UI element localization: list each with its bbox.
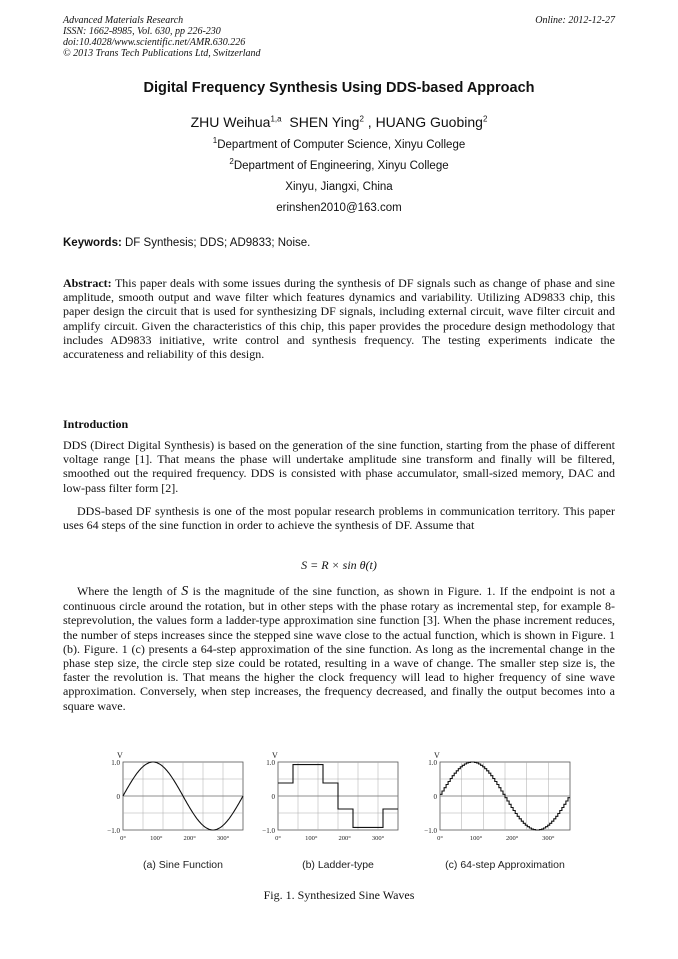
author-separator: , xyxy=(363,114,376,130)
x-tick-label: 100° xyxy=(305,835,318,842)
figure-panel-a xyxy=(103,750,253,878)
figure-panel-c xyxy=(420,750,580,878)
x-tick-label: 300° xyxy=(371,835,385,842)
affiliation-location: Xinyu, Jiangxi, China xyxy=(285,181,393,193)
author-email: erinshen2010@163.com xyxy=(276,202,402,214)
x-tick-label: 0° xyxy=(120,835,126,842)
p3-variable: S xyxy=(181,584,189,599)
affiliation-2-text: Department of Engineering, Xinyu College xyxy=(233,160,449,172)
x-tick-label: 300° xyxy=(216,835,230,842)
panel-c-plot xyxy=(420,750,580,878)
author-1-sup: 1,a xyxy=(270,114,282,124)
x-tick-label: 0° xyxy=(275,835,281,842)
paper-title: Digital Frequency Synthesis Using DDS-based Approach xyxy=(143,80,535,96)
author-3-sup: 2 xyxy=(482,114,488,124)
panel-a-plot xyxy=(103,750,253,878)
affiliation-1 xyxy=(0,136,678,151)
panel-caption: (b) Ladder-type xyxy=(302,859,374,871)
copyright-line: © 2013 Trans Tech Publications Ltd, Switzerland xyxy=(63,48,261,59)
affiliation-2-sup: 2 xyxy=(229,157,234,167)
intro-paragraph-1: DDS (Direct Digital Synthesis) is based on the generation of the sine function, starting from the phase of different voltage range [1]. That means the phase will undertake amplitude sine transform and finally will be filtered, smoothed out the required frequency. DDS is consisted with phase accumulator, small-sized memory, DAC and low-pass filter form [2]. xyxy=(63,438,615,495)
x-tick-label: 100° xyxy=(469,835,483,842)
intro-paragraph-2: DDS-based DF synthesis is one of the most popular research problems in communication territory. This paper uses 64 steps of the sine function in order to achieve the synthesis of DF. Assume that xyxy=(63,504,615,533)
journal-name: Advanced Materials Research xyxy=(63,15,184,26)
p3-pre: Where the length of xyxy=(77,584,177,598)
y-axis-label: V xyxy=(434,751,440,760)
author-1: ZHU Weihua xyxy=(190,114,271,130)
x-tick-label: 200° xyxy=(183,835,196,842)
affiliation-1-sup: 1 xyxy=(212,136,218,146)
y-tick-label: −1.0 xyxy=(107,827,120,835)
x-tick-label: 300° xyxy=(542,835,555,842)
figure-panel-b xyxy=(258,750,408,878)
author-2: SHEN Ying xyxy=(289,114,360,130)
panel-caption: (a) Sine Function xyxy=(143,859,223,871)
abstract-label: Abstract: xyxy=(63,276,112,290)
keywords-text: DF Synthesis; DDS; AD9833; Noise. xyxy=(125,237,311,249)
panel-b-plot xyxy=(258,750,408,878)
equation: S = R × sin θ(t) xyxy=(301,558,377,572)
author-line xyxy=(0,114,678,130)
y-tick-label: 0 xyxy=(433,793,437,801)
abstract xyxy=(63,276,615,361)
author-2-sup: 2 xyxy=(359,114,364,124)
panel-caption: (c) 64-step Approximation xyxy=(445,859,565,871)
issn-line: ISSN: 1662-8985, Vol. 630, pp 226-230 xyxy=(63,26,221,37)
journal-header xyxy=(63,15,261,59)
author-3: HUANG Guobing xyxy=(375,114,483,130)
y-tick-label: 1.0 xyxy=(428,759,437,767)
abstract-text: This paper deals with some issues during the synthesis of DF signals such as change of phase and sine amplitude, smooth output and wave filter which features dynamics and variability. Utilizing AD9833 chip, this paper design the circuit that is used for synthesizing DF signals, including external circuit, wave filter circuit and amplify circuit. Given the characteristics of this chip, this paper provides the procedure design methodology that includes AD9833 initiative, write control and synthesis frequency. The testing experiments indicate the accurateness and reliability of this design. xyxy=(63,276,615,362)
p3-post: is the magnitude of the sine function, as shown in Figure. 1. If the endpoint is not a continuous circle around the rotation, but in other steps with the phase rotary as incremental step, for example 8-steprevolution, the values form a ladder-type approximation sine function [3]. When the phase increment reduces, the number of steps increases since the stepped sine wave close to the actual function, which is shown in Figure. 1 (b). Figure. 1 (c) presents a 64-step approximation of the sine function. As long as the incremental change in the phase step size, the circle step size could be rotated, resulting in a wave of change. The smaller step size is, the faster the revolution is. That means the higher the clock frequency will lead to higher frequency of sine wave approximation. Conversely, when step increases, the frequency decreased, and finally the output becomes into a square wave. xyxy=(63,584,616,713)
x-tick-label: 0° xyxy=(437,835,443,842)
x-tick-label: 200° xyxy=(506,835,519,842)
affiliation-2 xyxy=(0,157,678,172)
x-tick-label: 100° xyxy=(150,835,163,842)
keywords xyxy=(63,237,615,249)
doi-line: doi:10.4028/www.scientific.net/AMR.630.226 xyxy=(63,37,246,48)
y-tick-label: 0 xyxy=(116,793,120,801)
y-tick-label: 0 xyxy=(271,793,275,801)
introduction-heading: Introduction xyxy=(63,417,129,431)
keywords-label: Keywords: xyxy=(63,237,122,249)
y-axis-label: V xyxy=(117,751,123,760)
y-tick-label: 1.0 xyxy=(266,759,275,767)
figure-caption: Fig. 1. Synthesized Sine Waves xyxy=(263,888,415,902)
affiliation-1-text: Department of Computer Science, Xinyu College xyxy=(217,139,466,151)
intro-paragraph-3 xyxy=(63,584,615,713)
y-tick-label: −1.0 xyxy=(424,827,437,835)
y-tick-label: 1.0 xyxy=(111,759,120,767)
y-axis-label: V xyxy=(272,751,278,760)
x-tick-label: 200° xyxy=(338,835,351,842)
y-tick-label: −1.0 xyxy=(262,827,275,835)
online-date: Online: 2012-12-27 xyxy=(535,15,615,26)
